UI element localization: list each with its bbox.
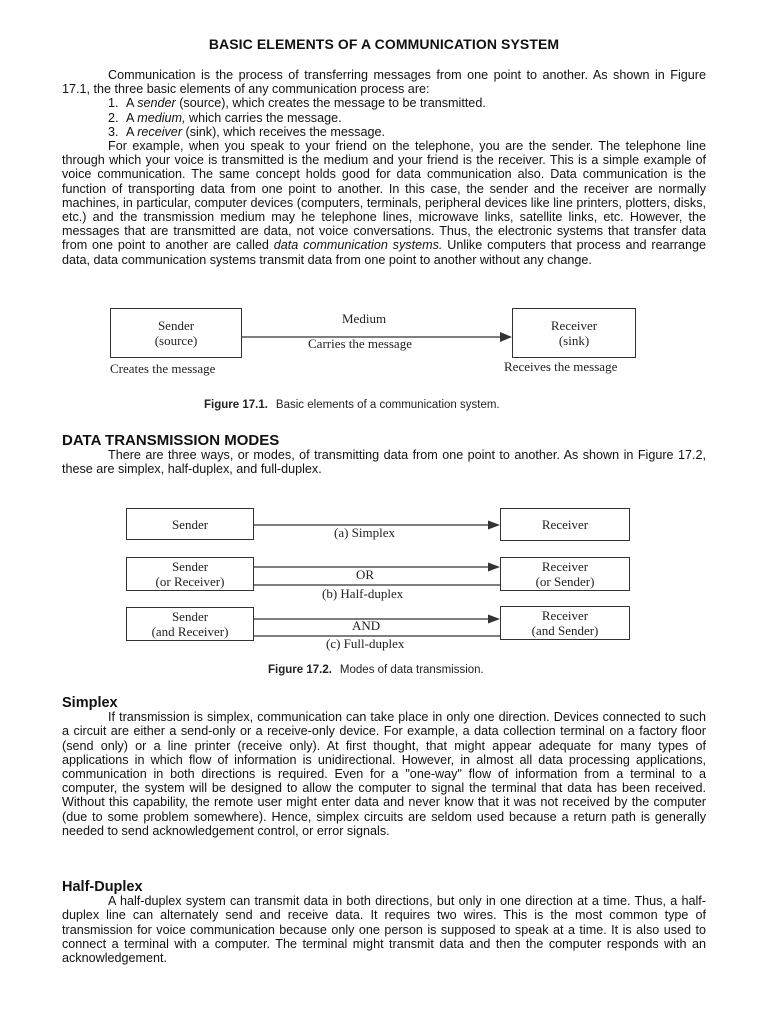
example-paragraph: For example, when you speak to your friend on the telephone, you are the sender. The telephone line through which your voice is transmitted is the medium and your friend is the receiver. This is a simple example of voice communication. The same concept holds good for data communication also. Data communication is the function of transporting data from one point to another. In this case, the sender and the receiver are normally machines, in particular, computer devices (computers, terminals, peripheral devices like line printers, plotters, disks, etc.) and the transmission medium may he telephone lines, microwave links, satellite links, etc. However, the messages that are transmitted are data, not voice conversations. Thus, the electronic systems that transfer data from one point to another are called data communication systems. Unlike computers that process and rearrange data, data communication systems transmit data from one point to another without any change. — [62, 139, 706, 267]
list-item: 3. A receiver (sink), which receives the message. — [108, 124, 385, 139]
figure-17-2 — [62, 500, 706, 680]
section-heading: Simplex — [62, 695, 118, 711]
half-duplex-sender-box: Sender (or Receiver) — [126, 557, 254, 591]
full-duplex-label: (c) Full-duplex — [326, 636, 405, 651]
half-duplex-paragraph: A half-duplex system can transmit data in both directions, but only in one direction at a time. Thus, a half-duplex line can alternately send and receive data. It requires two wires. This is the most common type of transmission for voice communication because only one person is supposed to speak at a time. It is also used to connect a terminal with a computer. The terminal might transmit data and then the computer responds with an acknowledgement. — [62, 894, 706, 966]
simplex-receiver-box: Receiver — [500, 508, 630, 541]
half-duplex-label: (b) Half-duplex — [322, 586, 404, 601]
figure-17-1 — [62, 300, 706, 420]
half-duplex-section — [62, 880, 706, 965]
list-item: 2. A medium, which carries the message. — [108, 110, 342, 125]
sender-box: Sender (source) — [110, 308, 242, 358]
simplex-paragraph: If transmission is simplex, communication can take place in only one direction. Devices connected to such a circuit are either a send-only or a receive-only device. For example, a data collection terminal on a factory floor (send only) or a line printer (receive only). At first thought, that might appear adequate for many types of applications in which flow of information is unidirectional. However, in almost all data processing applications, communication in both directions is required. Even for a "one-way" flow of information from a terminal to a computer, the system will be designed to allow the computer to signal the terminal that data has been received. Without this capability, the remote user might enter data and never know that it was not received by the computer (due to some problem somewhere). Hence, simplex circuits are seldom used because a return path is generally needed to send acknowledgement control, or error signals. — [62, 710, 706, 838]
half-duplex-or-label: OR — [356, 567, 375, 582]
figure-caption: Figure 17.2. Modes of data transmission. — [268, 664, 484, 676]
page-title: BASIC ELEMENTS OF A COMMUNICATION SYSTEM — [208, 36, 560, 52]
full-duplex-sender-box: Sender (and Receiver) — [126, 607, 254, 641]
full-duplex-receiver-box: Receiver (and Sender) — [500, 606, 630, 640]
simplex-sender-box: Sender — [126, 508, 254, 540]
simplex-label: (a) Simplex — [334, 525, 396, 540]
sender-caption: Creates the message — [110, 361, 216, 376]
elements-list — [62, 96, 706, 139]
modes-paragraph: There are three ways, or modes, of transmitting data from one point to another. As shown in Figure 17.2, these are simplex, half-duplex, and full-duplex. — [62, 448, 706, 477]
medium-caption: Carries the message — [308, 336, 412, 351]
list-item: 1. A sender (source), which creates the message to be transmitted. — [108, 96, 486, 111]
intro-section — [62, 68, 706, 267]
intro-paragraph: Communication is the process of transferring messages from one point to another. As shown in Figure 17.1, the three basic elements of any communication process are: — [62, 68, 706, 97]
medium-label: Medium — [342, 311, 387, 326]
full-duplex-and-label: AND — [352, 618, 381, 633]
section-heading: Half-Duplex — [62, 879, 143, 895]
half-duplex-receiver-box: Receiver (or Sender) — [500, 557, 630, 591]
modes-section — [62, 434, 706, 477]
section-heading: DATA TRANSMISSION MODES — [62, 432, 280, 449]
figure-caption: Figure 17.1. Basic elements of a communication system. — [204, 399, 500, 411]
receiver-box: Receiver (sink) — [512, 308, 636, 358]
receiver-caption: Receives the message — [504, 359, 618, 374]
simplex-section — [62, 696, 706, 838]
